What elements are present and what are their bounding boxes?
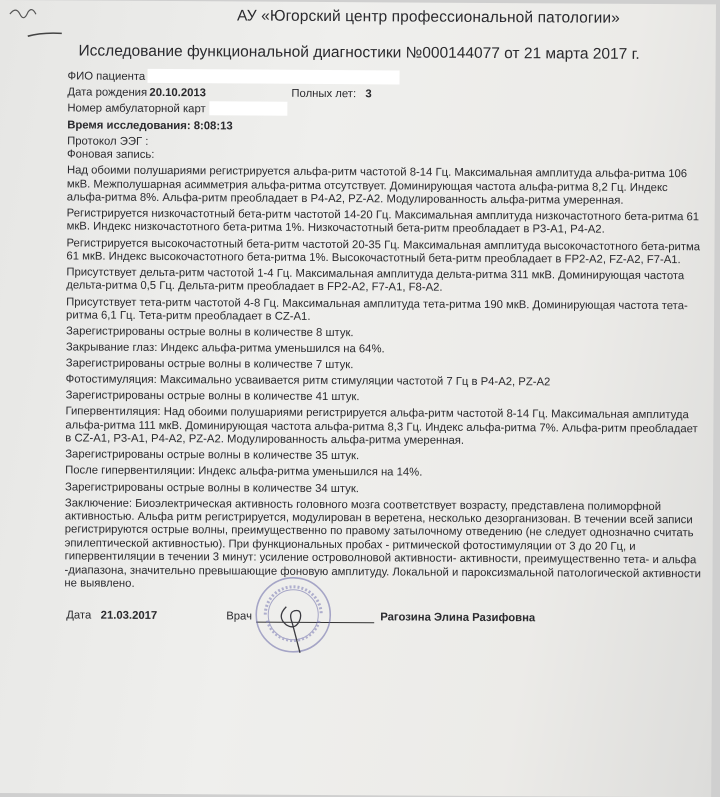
after-hyperventilation-paragraph: После гипервентиляции: Индекс альфа-ритма уменьшился на 14%.	[65, 464, 423, 480]
sign-date	[66, 609, 157, 622]
sharp-waves-after-hyperventilation: Зарегистрированы острые волны в количестве 34 штук.	[64, 480, 359, 495]
organization-name: АУ «Югорский центр профессиональной патологии»	[237, 7, 620, 27]
photostimulation-paragraph: Фотостимуляция: Максимально усваивается ритм стимуляции частотой 7 Гц в P4-A2, PZ-A2	[65, 373, 551, 389]
eyes-closed-paragraph: Закрывание глаз: Индекс альфа-ритма уменьшился на 64%.	[65, 341, 385, 356]
high-beta-paragraph: Регистрируется высокочастотный бета-ритм частотой 20-35 Гц. Максимальная амплитуда высокочастотного бета-ритма 61 мкВ. Индекс высокочастотного бета-ритма 1%. Высокочастотный бета-ритм преобладает в FP2-A2, FZ-A2, F7-A1.	[66, 236, 701, 267]
birth-date-label: Дата рождения	[67, 86, 148, 99]
alpha-paragraph: Над обоими полушариями регистрируется альфа-ритм частотой 8-14 Гц. Максимальная амплитуда альфа-ритма 106 мкВ. Межполушарная асимметрия альфа-ритма отсутствует. Доминирующая частота альфа-ритма 8,2 Гц. Индекс альфа-ритма 8%. Альфа-ритм преобладает в P4-A2, PZ-A2. Модулированность альфа-ритма умеренная.	[66, 164, 688, 207]
doctor-name: Рагозина Элина Разифовна	[380, 611, 536, 625]
sharp-waves-background: Зарегистрированы острые волны в количестве 8 штук.	[65, 325, 354, 340]
redacted-patient-name	[147, 69, 399, 85]
report-body	[64, 148, 707, 597]
exam-time-value: 8:08:13	[193, 120, 233, 133]
exam-time-label: Время исследования:	[67, 119, 191, 133]
handwritten-signature	[266, 587, 326, 657]
sign-date-value: 21.03.2017	[100, 609, 158, 622]
hyperventilation-paragraph: Гипервентиляция: Над обоими полушариями регистрируется альфа-ритм частотой 8-14 Гц. Максимальная амплитуда альфа-ритма 111 мкВ. Доминирующая частота альфа-ритма 8,3 Гц. Индекс альфа-ритма 7%. Альфа-ритм преобладает в CZ-A1, P3-A1, P4-A2, PZ-A2. Модулированность альфа-ритма умеренная.	[65, 405, 698, 448]
theta-paragraph: Присутствует тета-ритм частотой 4-8 Гц. Максимальная амплитуда тета-ритма 190 мкВ. Доминирующая частота тета-ритма 6,1 Гц. Тета-ритм преобладает в CZ-A1.	[66, 295, 688, 323]
low-beta-paragraph: Регистрируется низкочастотный бета-ритм частотой 14-20 Гц. Максимальная амплитуда низкочастотного бета-ритма 61 мкВ. Индекс низкочастотного бета-ритма 1%. Низкочастотный бета-ритм преобладает в P3-A1, P4-A2.	[66, 207, 700, 237]
sign-date-label: Дата	[66, 609, 92, 622]
sharp-waves-photostimulation: Зарегистрированы острые волны в количестве 41 штук.	[65, 389, 360, 404]
protocol-heading: Протокол ЭЭГ :	[67, 135, 149, 148]
age-value: 3	[365, 88, 372, 101]
sharp-waves-eyes-closed: Зарегистрированы острые волны в количестве 7 штук.	[65, 357, 354, 372]
document-title: Исследование функциональной диагностики №000144077 от 21 марта 2017 г.	[78, 42, 640, 63]
doctor-label: Врач	[226, 610, 253, 623]
sharp-waves-hyperventilation: Зарегистрированы острые волны в количестве 35 штук.	[65, 448, 360, 463]
redacted-card-number	[209, 101, 287, 115]
exam-time	[67, 119, 233, 133]
patient-name-label: ФИО пациента	[67, 70, 146, 83]
background-heading: Фоновая запись:	[67, 148, 155, 161]
age-label: Полных лет:	[291, 87, 357, 101]
conclusion-paragraph: Заключение: Биоэлектрическая активность головного мозга соответствует возрасту, представлена полиморфной активностью. Альфа ритм регистрируется, модулирован в веретена, несколько дезорганизован. В течении всей записи регистрируются острые волны, преимущественно по правому затылочному отведению (не следует однозначно считать эпилептической активностью). При функциональных пробах - ритмической фотостимуляции от 3 до 20 Гц, и гипервентиляции в течении 3 минут: усиление островолновой активности- активности, преимущественно тета- и альфа -диапазона, значительно превышающие фоновую амплитуду. Локальной и пароксизмальной патологической активности не выявлено.	[64, 497, 701, 590]
card-number-label: Номер амбулаторной карт	[67, 102, 206, 116]
birth-date-value: 20.10.2013	[149, 86, 207, 100]
delta-paragraph: Присутствует дельта-ритм частотой 1-4 Гц. Максимальная амплитуда дельта-ритма 311 мкВ. Доминирующая частота дельта-ритма 0,5 Гц. Дельта-ритм преобладает в FP2-A2, F7-A1, F8-A2.	[66, 266, 685, 295]
